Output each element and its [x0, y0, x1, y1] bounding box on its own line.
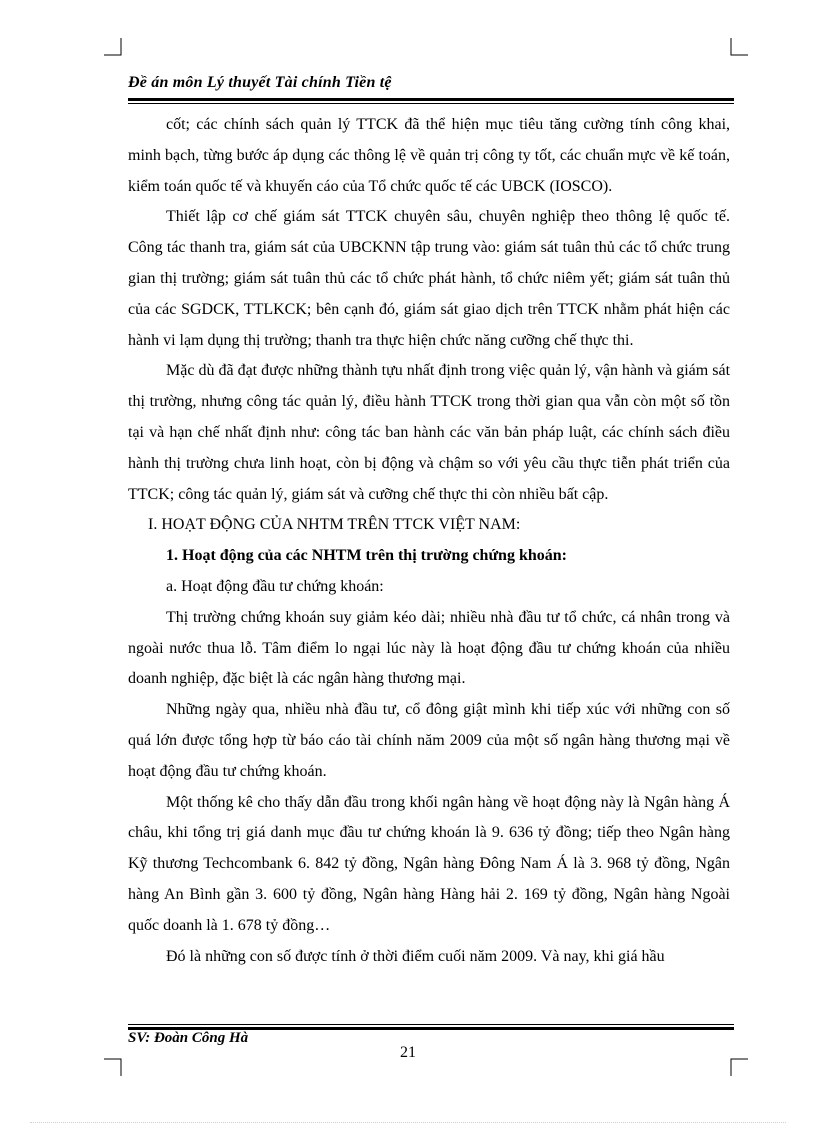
- text-line: hải 2. 169 tỷ đồng, Ngân hàng Ngoài quốc doanh là 1. 678 tỷ đồng…: [128, 885, 730, 934]
- paragraph: [128, 541, 730, 572]
- document-body: [128, 110, 730, 972]
- text-line: I. HOẠT ĐỘNG CỦA NHTM TRÊN TTCK VIỆT NAM:: [148, 516, 521, 534]
- paragraph: [128, 110, 730, 202]
- text-line: Nam Á là 3. 968 tỷ đồng, Ngân hàng An Bình gần 3. 600 tỷ đồng, Ngân hàng Hàng: [128, 855, 731, 903]
- text-line: chế thực thi còn nhiều bất cập.: [412, 485, 609, 503]
- text-line: Một thống kê cho thấy dẫn đầu trong khối ngân hàng về hoạt động này là: [166, 793, 640, 811]
- text-line: quốc tế. Công tác thanh tra, giám sát của UBCKNN tập trung vào: giám sát tuân thủ: [128, 208, 730, 257]
- paragraph: [128, 788, 730, 942]
- page-number: 21: [400, 1044, 416, 1061]
- paragraph: [128, 572, 730, 603]
- text-line: khoán của nhiều doanh nghiệp, đặc biệt là các ngân hàng thương mại.: [128, 639, 730, 688]
- text-line: cốt; các chính sách quản lý TTCK đã thể hiện mục tiêu tăng cường tính công: [166, 116, 693, 133]
- text-line: tiếp theo Ngân hàng Kỹ thương Techcombank 6. 842 tỷ đồng, Ngân hàng Đông: [128, 824, 730, 873]
- text-line: Mặc dù đã đạt được những thành tựu nhất định trong việc quản lý, vận hành và: [166, 362, 673, 380]
- text-line: 1. Hoạt động của các NHTM trên thị trường chứng khoán:: [166, 547, 567, 565]
- text-line: về kế toán, kiểm toán quốc tế và khuyến cáo của Tổ chức quốc tế các UBCK (IOSCO).: [128, 146, 730, 195]
- paragraph: [128, 510, 730, 541]
- text-line: dịch trên TTCK nhằm phát hiện các hành vi lạm dụng thị trường; thanh tra thực: [128, 300, 731, 349]
- paragraph: [128, 603, 730, 695]
- text-line: Thiết lập cơ chế giám sát TTCK chuyên sâu, chuyên nghiệp theo thông lệ: [166, 208, 671, 226]
- footer-student-name: SV: Đoàn Công Hà: [128, 1030, 249, 1046]
- text-line: hiện chức năng cưỡng chế thực thi.: [408, 331, 634, 349]
- text-line: giám sát thị trường, nhưng công tác quản lý, điều hành TTCK trong thời gian qua: [128, 362, 731, 411]
- text-line: vẫn còn một số tồn tại và hạn chế nhất định như: công tác ban hành các văn bản: [128, 393, 731, 441]
- paragraph: [128, 942, 730, 973]
- crop-mark-top-left: [104, 38, 122, 56]
- text-line: con số quá lớn được tổng hợp từ báo cáo tài chính năm 2009 của một số ngân hàng: [128, 701, 731, 749]
- text-line: Ngân hàng Á châu, khi tổng trị giá danh mục đầu tư chứng khoán là 9. 636 tỷ đồng;: [128, 793, 730, 842]
- header-title: Đề án môn Lý thuyết Tài chính Tiền tệ: [128, 74, 392, 91]
- paragraph: [128, 202, 730, 356]
- text-line: Thị trường chứng khoán suy giảm kéo dài; nhiều nhà đầu tư tổ chức, cá nhân: [166, 608, 672, 626]
- text-line: Những ngày qua, nhiều nhà đầu tư, cổ đông giật mình khi tiếp xúc với những: [166, 701, 682, 719]
- text-line: trong và ngoài nước thua lỗ. Tâm điểm lo ngại lúc này là hoạt động đầu tư chứng: [128, 608, 730, 657]
- text-line: Đó là những con số được tính ở thời điểm cuối năm 2009. Và nay, khi giá hầu: [166, 947, 665, 965]
- text-line: thương mại về hoạt động đầu tư chứng khoán.: [128, 731, 731, 780]
- text-line: niêm yết; giám sát tuân thủ của các SGDCK, TTLKCK; bên cạnh đó, giám sát giao: [128, 269, 731, 318]
- paragraph: [128, 695, 730, 787]
- crop-mark-top-right: [730, 38, 748, 56]
- text-line: pháp luật, các chính sách điều hành thị trường chưa linh hoạt, còn bị động và chậm: [128, 423, 731, 472]
- text-line: a. Hoạt động đầu tư chứng khoán:: [166, 577, 384, 595]
- paragraph: [128, 356, 730, 510]
- header-rule-thick: [128, 98, 734, 101]
- header-rule-thin: [128, 103, 734, 104]
- text-line: so với yêu cầu thực tiễn phát triển của TTCK; công tác quản lý, giám sát và cưỡng: [128, 454, 731, 503]
- text-line: khai, minh bạch, từng bước áp dụng các thông lệ về quản trị công ty tốt, các chuẩn mực: [128, 116, 731, 164]
- footer-rule-thin: [128, 1024, 734, 1025]
- text-line: các tổ chức trung gian thị trường; giám sát tuân thủ các tổ chức phát hành, tổ chức: [128, 239, 731, 287]
